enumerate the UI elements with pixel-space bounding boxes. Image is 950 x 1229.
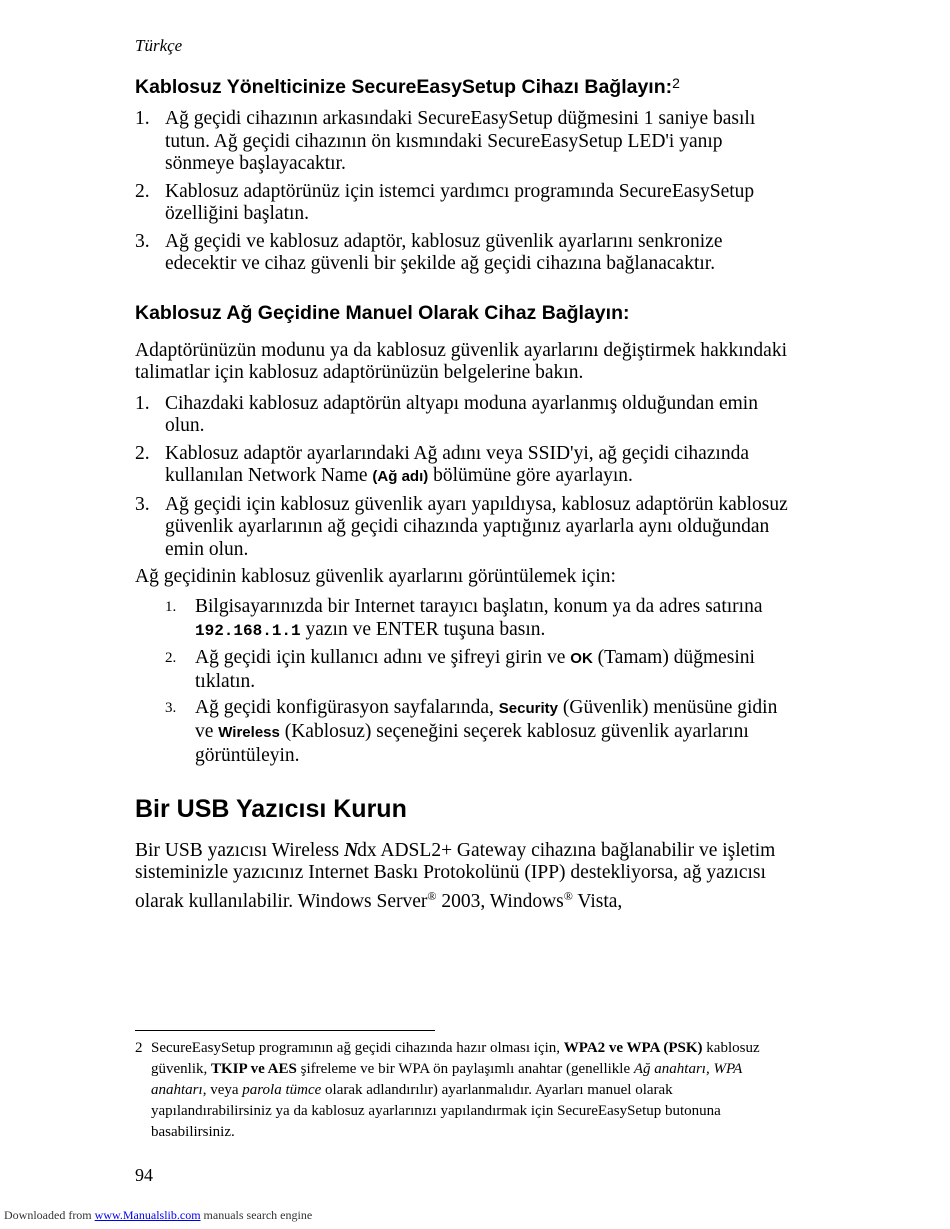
list-item: 3. Ağ geçidi için kablosuz güvenlik ayarı yapıldıysa, kablosuz adaptörün kablosuz güvenlik ayarlarının ağ geçidi cihazında yaptığınız ayarlarla aynı olduğundan emin olun.	[135, 493, 788, 560]
step-text: Cihazdaki kablosuz adaptörün altyapı moduna ayarlanmış olduğundan emin olun.	[165, 392, 758, 436]
step-text: Kablosuz adaptörünüz için istemci yardımcı programında SecureEasySetup özelliğini başlatın.	[165, 180, 755, 224]
footnote-reference[interactable]: 2	[672, 75, 680, 91]
list-item: 1. Cihazdaki kablosuz adaptörün altyapı moduna ayarlanmış olduğundan emin olun.	[135, 392, 758, 436]
ip-address-code: 192.168.1.1	[195, 621, 301, 640]
footnote-text: SecureEasySetup programının ağ geçidi cihazında hazır olması için, WPA2 ve WPA (PSK) kablosuz güvenlik, TKIP ve AES şifreleme ve bir WPA ön paylaşımlı anahtar (genellikle Ağ anahtarı, WPA anahtarı, veya parola tümce olarak adlandırılır) ayarlanmalıdır. Ayarları manuel olarak yapılandırabilirsiniz ya da kablosuz ayarlarınızı yapılandırmak için SecureEasySetup butonuna basabilirsiniz.	[151, 1040, 760, 1140]
section-heading-text: Kablosuz Yönelticinize SecureEasySetup Cihazı Bağlayın:	[135, 76, 673, 98]
usb-printer-paragraph: Bir USB yazıcısı Wireless Ndx ADSL2+ Gateway cihazına bağlanabilir ve işletim sisteminizle yazıcınız Internet Baskı Protokolünü (IPP) destekliyorsa, ağ yazıcısı olarak kullanılabilir. Windows Server® 2003, Windows® Vista,	[135, 839, 776, 912]
brand-n-glyph: N	[344, 839, 358, 861]
list-item: 3. Ağ geçidi konfigürasyon sayfalarında, Security (Güvenlik) menüsüne gidin ve Wireless (Kablosuz) seçeneğini seçerek kablosuz güvenlik ayarlarını görüntüleyin.	[165, 696, 778, 766]
list-item: 2. Kablosuz adaptör ayarlarındaki Ağ adını veya SSID'yi, ağ geçidi cihazında kullanılan Network Name (Ağ adı) bölümüne göre ayarlayın.	[135, 442, 749, 486]
registered-mark: ®	[427, 888, 437, 903]
page-number: 94	[135, 1165, 153, 1185]
footnote	[135, 1038, 785, 1143]
ui-term-network-name: (Ağ adı)	[372, 468, 429, 485]
step-text: Ağ geçidi için kullanıcı adını ve şifreyi girin ve OK (Tamam) düğmesini tıklatın.	[195, 646, 755, 692]
list-item: 3. Ağ geçidi ve kablosuz adaptör, kablosuz güvenlik ayarlarını senkronize edecektir ve cihaz güvenli bir şekilde ağ geçidi cihazına bağlanacaktır.	[135, 230, 723, 274]
ui-term-ok: OK	[570, 649, 593, 667]
list-item: 2. Kablosuz adaptörünüz için istemci yardımcı programında SecureEasySetup özelliğini başlatın.	[135, 180, 755, 224]
footnote-number: 2	[135, 1040, 143, 1056]
view-settings-steps	[135, 595, 795, 767]
list-item: 2. Ağ geçidi için kullanıcı adını ve şifreyi girin ve OK (Tamam) düğmesini tıklatın.	[165, 646, 755, 692]
page-language-header: Türkçe	[135, 36, 183, 55]
step-text: Ağ geçidi için kablosuz güvenlik ayarı yapıldıysa, kablosuz adaptörün kablosuz güvenlik ayarlarının ağ geçidi cihazında yaptığınız ayarlarla aynı olduğundan emin olun.	[165, 493, 788, 560]
footnote-divider	[135, 1030, 435, 1031]
section-heading-secureeasysetup	[135, 70, 795, 100]
manualslib-link[interactable]: www.Manualslib.com	[94, 1208, 201, 1222]
download-source-note: Downloaded from www.Manualslib.com manuals search engine	[4, 1208, 313, 1222]
step-text: Ağ geçidi ve kablosuz adaptör, kablosuz güvenlik ayarlarını senkronize edecektir ve cihaz güvenli bir şekilde ağ geçidi cihazına bağlanacaktır.	[165, 230, 723, 274]
ui-term-security: Security	[498, 699, 558, 717]
section-heading-manual-connect: Kablosuz Ağ Geçidine Manuel Olarak Cihaz Bağlayın:	[135, 301, 630, 324]
manual-intro-paragraph: Adaptörünüzün modunu ya da kablosuz güvenlik ayarlarını değiştirmek hakkındaki talimatlar için kablosuz adaptörünüzün belgelerine bakın.	[135, 339, 788, 383]
step-text: Kablosuz adaptör ayarlarındaki Ağ adını veya SSID'yi, ağ geçidi cihazında kullanılan Network Name (Ağ adı) bölümüne göre ayarlayın.	[165, 442, 749, 486]
section-heading-usb-printer: Bir USB Yazıcısı Kurun	[135, 794, 407, 823]
view-settings-intro: Ağ geçidinin kablosuz güvenlik ayarlarını görüntülemek için:	[135, 566, 616, 587]
page-content	[135, 70, 795, 913]
step-text: Bilgisayarınızda bir Internet tarayıcı başlatın, konum ya da adres satırına 192.168.1.1 yazın ve ENTER tuşuna basın.	[195, 595, 763, 640]
step-text: Ağ geçidi cihazının arkasındaki SecureEasySetup düğmesini 1 saniye basılı tutun. Ağ geçidi cihazının ön kısmındaki SecureEasySetup LED'i yanıp sönmeye başlayacaktır.	[165, 108, 756, 174]
step-text: Ağ geçidi konfigürasyon sayfalarında, Security (Güvenlik) menüsüne gidin ve Wireless (Kablosuz) seçeneğini seçerek kablosuz güvenlik ayarlarını görüntüleyin.	[195, 696, 778, 766]
manual-steps	[135, 393, 795, 562]
list-item: 1. Ağ geçidi cihazının arkasındaki SecureEasySetup düğmesini 1 saniye basılı tutun. Ağ geçidi cihazının ön kısmındaki SecureEasySetup LED'i yanıp sönmeye başlayacaktır.	[135, 108, 756, 174]
registered-mark: ®	[563, 888, 573, 903]
secureeasysetup-steps	[135, 108, 795, 276]
ui-term-wireless: Wireless	[218, 723, 280, 741]
list-item: 1. Bilgisayarınızda bir Internet tarayıcı başlatın, konum ya da adres satırına 192.168.1.1 yazın ve ENTER tuşuna basın.	[165, 595, 763, 640]
